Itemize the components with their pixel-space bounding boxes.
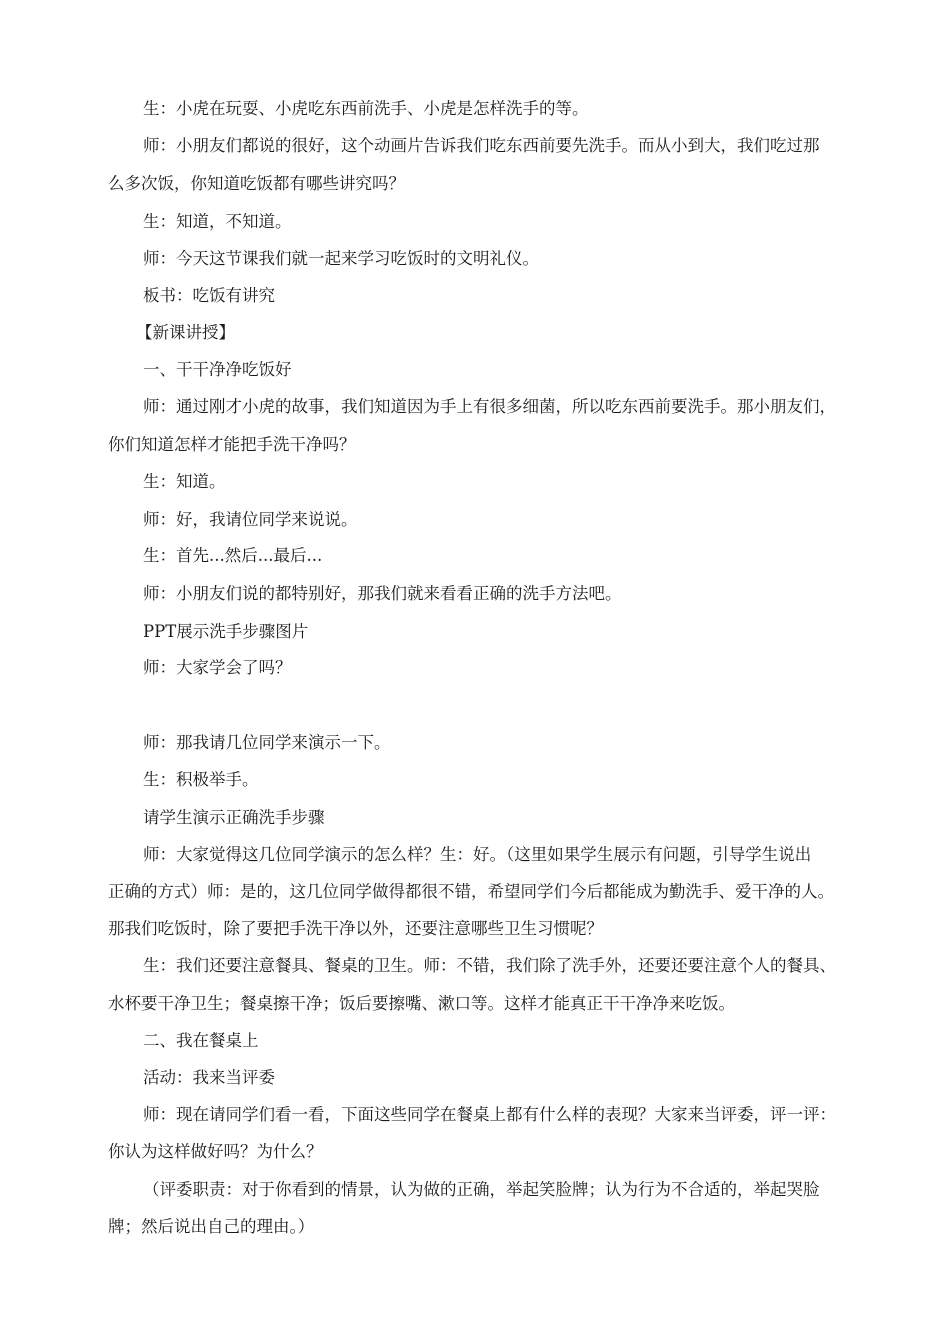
paragraph-line: 正确的方式）师：是的，这几位同学做得都很不错，希望同学们今后都能成为勤洗手、爱干净的人。 xyxy=(108,882,834,901)
paragraph-line: 生：积极举手。 xyxy=(143,770,259,789)
paragraph-line: 么多次饭，你知道吃饭都有哪些讲究吗？ xyxy=(108,174,405,193)
paragraph-line: 师：通过刚才小虎的故事，我们知道因为手上有很多细菌，所以吃东西前要洗手。那小朋友们， xyxy=(143,397,836,416)
paragraph-line: 师：现在请同学们看一看，下面这些同学在餐桌上都有什么样的表现？大家来当评委，评一评： xyxy=(143,1105,836,1124)
paragraph-line: 你认为这样做好吗？为什么？ xyxy=(108,1142,323,1161)
section-heading: 【新课讲授】 xyxy=(136,323,235,342)
section-heading: 一、干干净净吃饭好 xyxy=(143,360,292,379)
paragraph-line: 请学生演示正确洗手步骤 xyxy=(143,808,325,827)
paragraph-line: 师：大家觉得这几位同学演示的怎么样？生：好。（这里如果学生展示有问题，引导学生说出 xyxy=(143,845,812,864)
paragraph-line: 师：好，我请位同学来说说。 xyxy=(143,510,358,529)
paragraph-line: 师：小朋友们说的都特别好，那我们就来看看正确的洗手方法吧。 xyxy=(143,584,622,603)
paragraph-line: 生：首先...然后...最后... xyxy=(143,546,323,565)
paragraph-line: （评委职责：对于你看到的情景，认为做的正确，举起笑脸牌；认为行为不合适的，举起哭脸 xyxy=(143,1180,820,1199)
paragraph-line: 你们知道怎样才能把手洗干净吗？ xyxy=(108,435,356,454)
paragraph-line: 生：小虎在玩耍、小虎吃东西前洗手、小虎是怎样洗手的等。 xyxy=(143,99,589,118)
paragraph-line: 师：大家学会了吗？ xyxy=(143,658,292,677)
paragraph-line: 生：知道。 xyxy=(143,472,226,491)
blackboard-title: 板书：吃饭有讲究 xyxy=(143,286,275,305)
paragraph-line: 活动：我来当评委 xyxy=(143,1068,275,1087)
paragraph-line: 水杯要干净卫生；餐桌擦干净；饭后要擦嘴、漱口等。这样才能真正干干净净来吃饭。 xyxy=(108,994,735,1013)
paragraph-line: 生：知道，不知道。 xyxy=(143,212,292,231)
paragraph-line: 那我们吃饭时，除了要把手洗干净以外，还要注意哪些卫生习惯呢？ xyxy=(108,919,603,938)
paragraph-line: 生：我们还要注意餐具、餐桌的卫生。师：不错，我们除了洗手外，还要还要注意个人的餐具、 xyxy=(143,956,836,975)
paragraph-line: 师：今天这节课我们就一起来学习吃饭时的文明礼仪。 xyxy=(143,249,539,268)
section-heading: 二、我在餐桌上 xyxy=(143,1031,259,1050)
paragraph-line: PPT展示洗手步骤图片 xyxy=(143,622,309,641)
paragraph-line: 师：小朋友们都说的很好，这个动画片告诉我们吃东西前要先洗手。而从小到大，我们吃过那 xyxy=(143,136,820,155)
paragraph-line: 师：那我请几位同学来演示一下。 xyxy=(143,733,391,752)
paragraph-line: 牌；然后说出自己的理由。） xyxy=(108,1217,315,1236)
